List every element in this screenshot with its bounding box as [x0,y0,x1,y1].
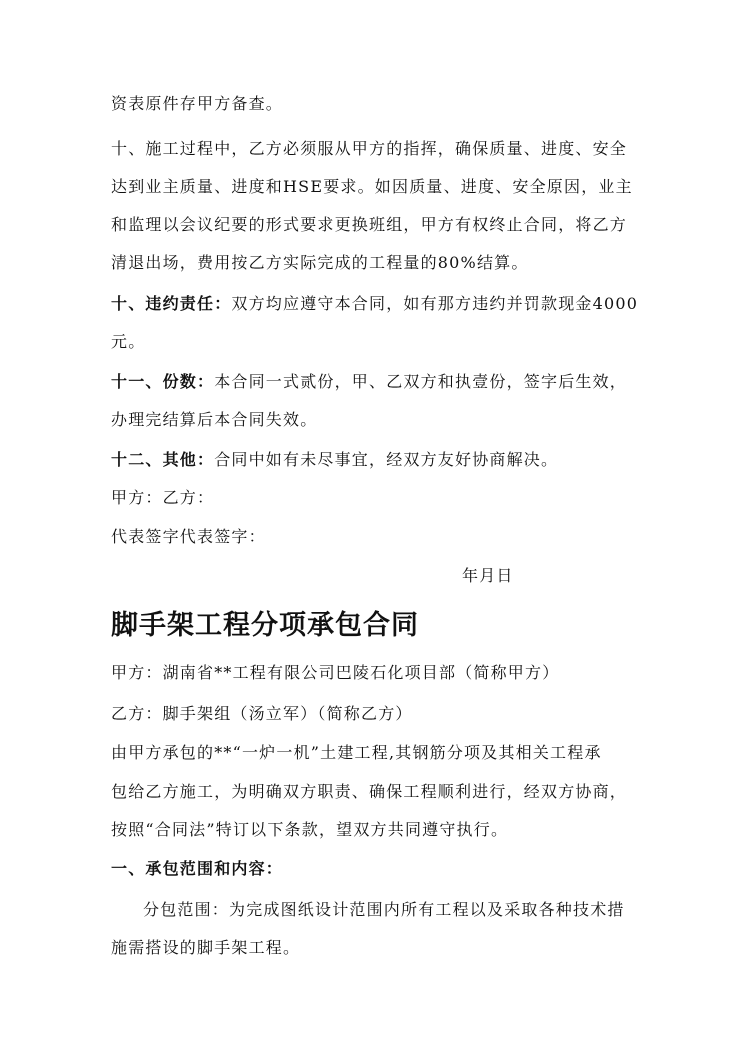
parties-signature-line: 甲方：乙方： [111,488,215,507]
clause-breach-line-1 [111,292,641,316]
clause-10-line-2: 达到业主质量、进度和HSE要求。如因质量、进度、安全原因，业主 [111,177,633,196]
section-1-heading: 一、承包范围和内容： [111,859,284,878]
scope-line-1: 分包范围：为完成图纸设计范围内所有工程以及采取各种技术措 [143,900,625,919]
clause-10-line-1: 十、施工过程中，乙方必须服从甲方的指挥，确保质量、进度、安全 [111,139,628,158]
representative-signature-line: 代表签字代表签字： [111,527,266,546]
party-b-line: 乙方：脚手架组（汤立军）（简称乙方） [111,704,413,723]
clause-breach-heading: 十、违约责任： [111,294,232,313]
paragraph-line: 资表原件存甲方备查。 [111,94,284,113]
date-line: 年月日 [462,566,514,585]
clause-copies-heading: 十一、份数： [111,372,215,391]
clause-copies-line-1 [111,370,641,394]
clause-other-line [111,448,641,472]
scope-line-2: 施需搭设的脚手架工程。 [111,938,301,957]
intro-line-2: 包给乙方施工，为明确双方职责、确保工程顺利进行，经双方协商， [111,782,628,801]
contract-title: 脚手架工程分项承包合同 [111,610,419,641]
clause-copies-line-2: 办理完结算后本合同失效。 [111,410,318,429]
intro-line-1: 由甲方承包的**“一炉一机”土建工程,其钢筋分项及其相关工程承 [111,743,602,762]
party-a-line: 甲方：湖南省**工程有限公司巴陵石化项目部（简称甲方） [111,663,560,682]
clause-10-line-4: 清退出场，费用按乙方实际完成的工程量的80%结算。 [111,253,529,272]
clause-other-text: 合同中如有未尽事宜，经双方友好协商解决。 [214,450,559,469]
clause-breach-text: 双方均应遵守本合同，如有那方违约并罚款现金4000 [231,294,639,313]
intro-line-3: 按照“合同法”特订以下条款，望双方共同遵守执行。 [111,820,509,839]
clause-other-heading: 十二、其他： [111,450,215,469]
clause-breach-line-2: 元。 [111,332,146,351]
clause-copies-text: 本合同一式贰份，甲、乙双方和执壹份，签字后生效， [214,372,628,391]
clause-10-line-3: 和监理以会议纪要的形式要求更换班组，甲方有权终止合同，将乙方 [111,215,628,234]
